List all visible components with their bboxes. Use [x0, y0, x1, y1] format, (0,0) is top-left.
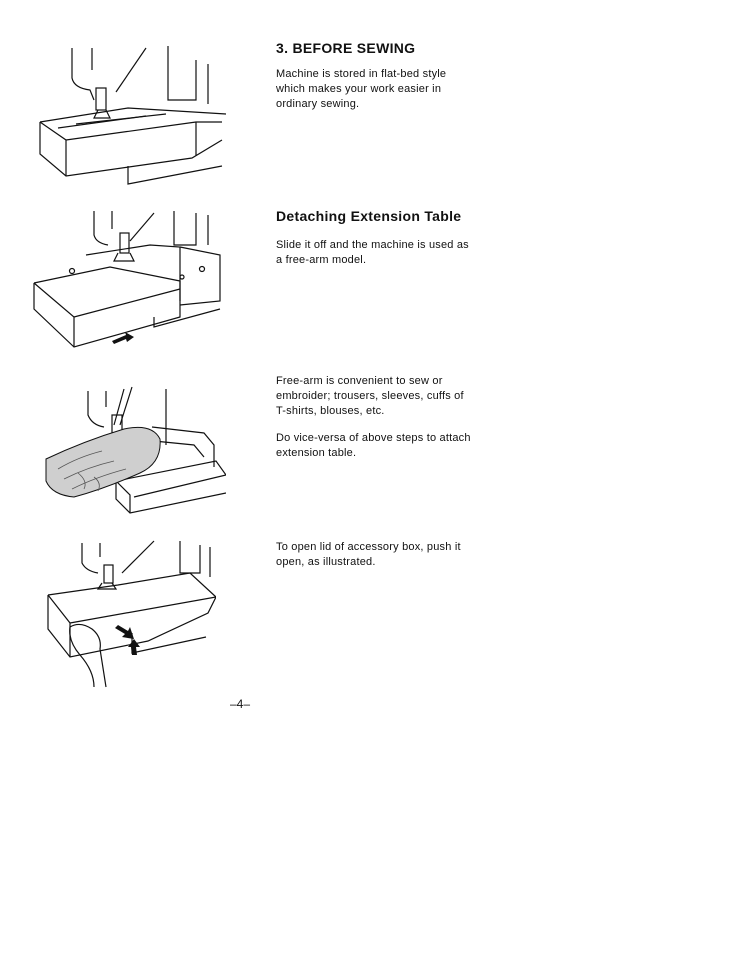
detach-table-illustration	[30, 205, 226, 355]
page-number: –4–	[230, 697, 251, 711]
freearm-block	[276, 374, 471, 461]
viceversa-text: Do vice-versa of above steps to attach extension table.	[276, 432, 471, 459]
intro-block	[276, 40, 476, 112]
detach-text: Slide it off and the machine is used as a free-arm model.	[276, 239, 469, 266]
freearm-text: Free-arm is convenient to sew or embroider; trousers, sleeves, cuffs of T-shirts, blouses, etc.	[276, 375, 464, 417]
intro-text: Machine is stored in flat-bed style which makes your work easier in ordinary sewing.	[276, 68, 447, 110]
flatbed-machine-illustration	[36, 40, 226, 185]
detach-block	[276, 208, 476, 268]
subsection-title: Detaching Extension Table	[276, 208, 462, 224]
accessory-box-illustration	[40, 537, 216, 689]
accessory-block	[276, 540, 471, 570]
section-title: 3. BEFORE SEWING	[276, 40, 416, 56]
accessory-text: To open lid of accessory box, push it open, as illustrated.	[276, 541, 461, 568]
freearm-illustration	[44, 385, 226, 517]
